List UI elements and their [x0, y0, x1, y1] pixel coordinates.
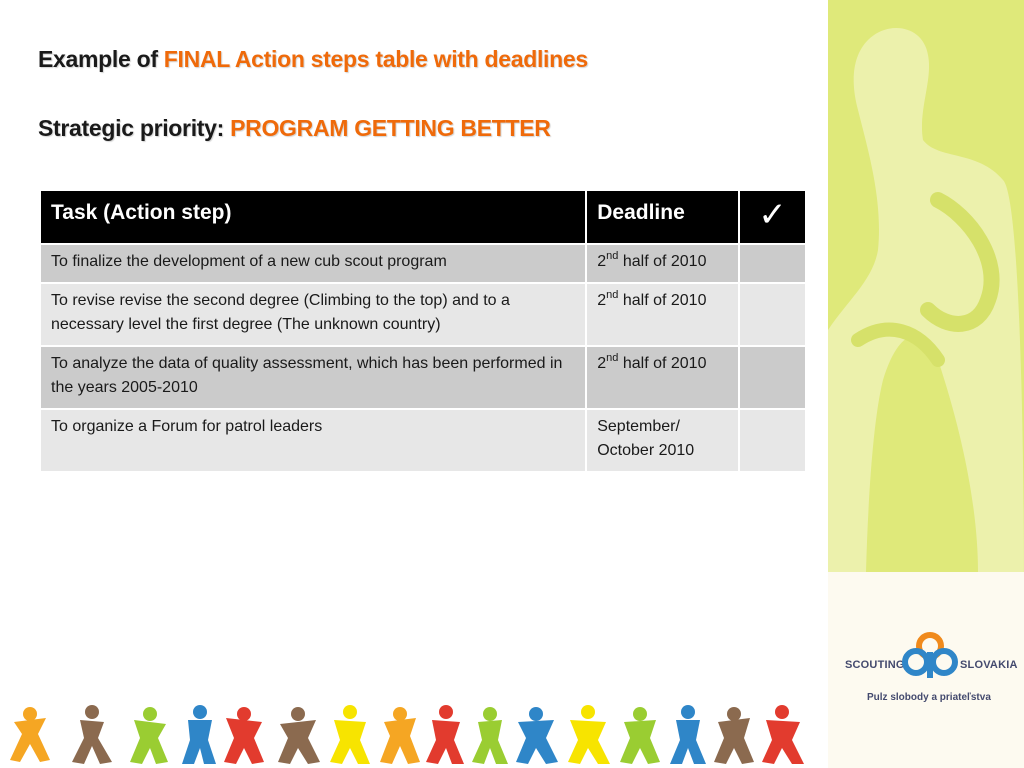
- logo-word-scouting: SCOUTING: [845, 659, 905, 671]
- dancing-figure: [426, 705, 464, 764]
- priority-prefix: Strategic priority:: [38, 115, 231, 141]
- raised-fist-silhouette: [828, 0, 1024, 572]
- dancing-figure: [516, 707, 558, 764]
- table-row: [40, 283, 806, 346]
- checkmark-icon: ✓: [739, 190, 806, 244]
- dancing-figure: [472, 707, 508, 764]
- table-row: [40, 346, 806, 409]
- table-row: [40, 244, 806, 283]
- dancing-figure: [72, 705, 112, 764]
- deadline-cell: [586, 244, 739, 283]
- dancing-figures-decoration: [0, 700, 820, 768]
- deadline-ordinal: 2: [597, 355, 607, 372]
- dancing-figure: [278, 707, 320, 764]
- deadline-ordinal: 2: [597, 292, 607, 309]
- priority-accent: PROGRAM GETTING BETTER: [230, 115, 551, 141]
- column-header-deadline: Deadline: [586, 190, 739, 244]
- task-cell: To revise revise the second degree (Climbing to the top) and to a necessary level the first degree (The unknown country): [40, 283, 586, 346]
- deadline-rest: half of 2010: [618, 292, 707, 309]
- deadline-line1: September/: [597, 418, 680, 435]
- side-decoration-panel: [828, 0, 1024, 572]
- deadline-line2: October 2010: [597, 442, 695, 459]
- table-header-row: [40, 190, 806, 244]
- task-cell: To analyze the data of quality assessment, which has been performed in the years 2005-2010: [40, 346, 586, 409]
- deadline-rest: half of 2010: [618, 355, 707, 372]
- scouting-slovakia-logo: [843, 628, 1018, 718]
- deadline-cell: [586, 409, 739, 472]
- status-cell[interactable]: [739, 409, 806, 472]
- column-header-task: Task (Action step): [40, 190, 586, 244]
- logo-tagline: Pulz slobody a priateľstva: [867, 692, 991, 703]
- dancing-figure: [10, 707, 50, 762]
- title-accent: FINAL Action steps table with deadlines: [163, 46, 588, 72]
- deadline-suffix: nd: [606, 351, 619, 364]
- logo-word-slovakia: SLOVAKIA: [960, 659, 1018, 671]
- dancing-figure: [224, 707, 264, 764]
- dancing-figure: [182, 705, 216, 764]
- deadline-rest: half of 2010: [618, 253, 707, 270]
- dancing-figure: [568, 705, 610, 764]
- status-cell[interactable]: [739, 244, 806, 283]
- deadline-cell: [586, 346, 739, 409]
- task-cell: To organize a Forum for patrol leaders: [40, 409, 586, 472]
- task-cell: To finalize the development of a new cub scout program: [40, 244, 586, 283]
- dancing-figure: [130, 707, 168, 764]
- strategic-priority-heading: [38, 115, 551, 142]
- title-prefix: Example of: [38, 46, 164, 72]
- scout-fleur-de-lis-icon: [901, 630, 959, 682]
- dancing-figure: [380, 707, 420, 764]
- deadline-suffix: nd: [606, 249, 619, 262]
- deadline-ordinal: 2: [597, 253, 607, 270]
- dancing-figure: [670, 705, 706, 764]
- dancing-figure: [762, 705, 804, 764]
- table-row: [40, 409, 806, 472]
- action-steps-table: [39, 189, 807, 473]
- dancing-figure: [620, 707, 660, 764]
- status-cell[interactable]: [739, 346, 806, 409]
- deadline-cell: [586, 283, 739, 346]
- dancing-figure: [330, 705, 370, 764]
- deadline-suffix: nd: [606, 288, 619, 301]
- dancing-figure: [714, 707, 754, 764]
- page-title: [38, 46, 588, 73]
- status-cell[interactable]: [739, 283, 806, 346]
